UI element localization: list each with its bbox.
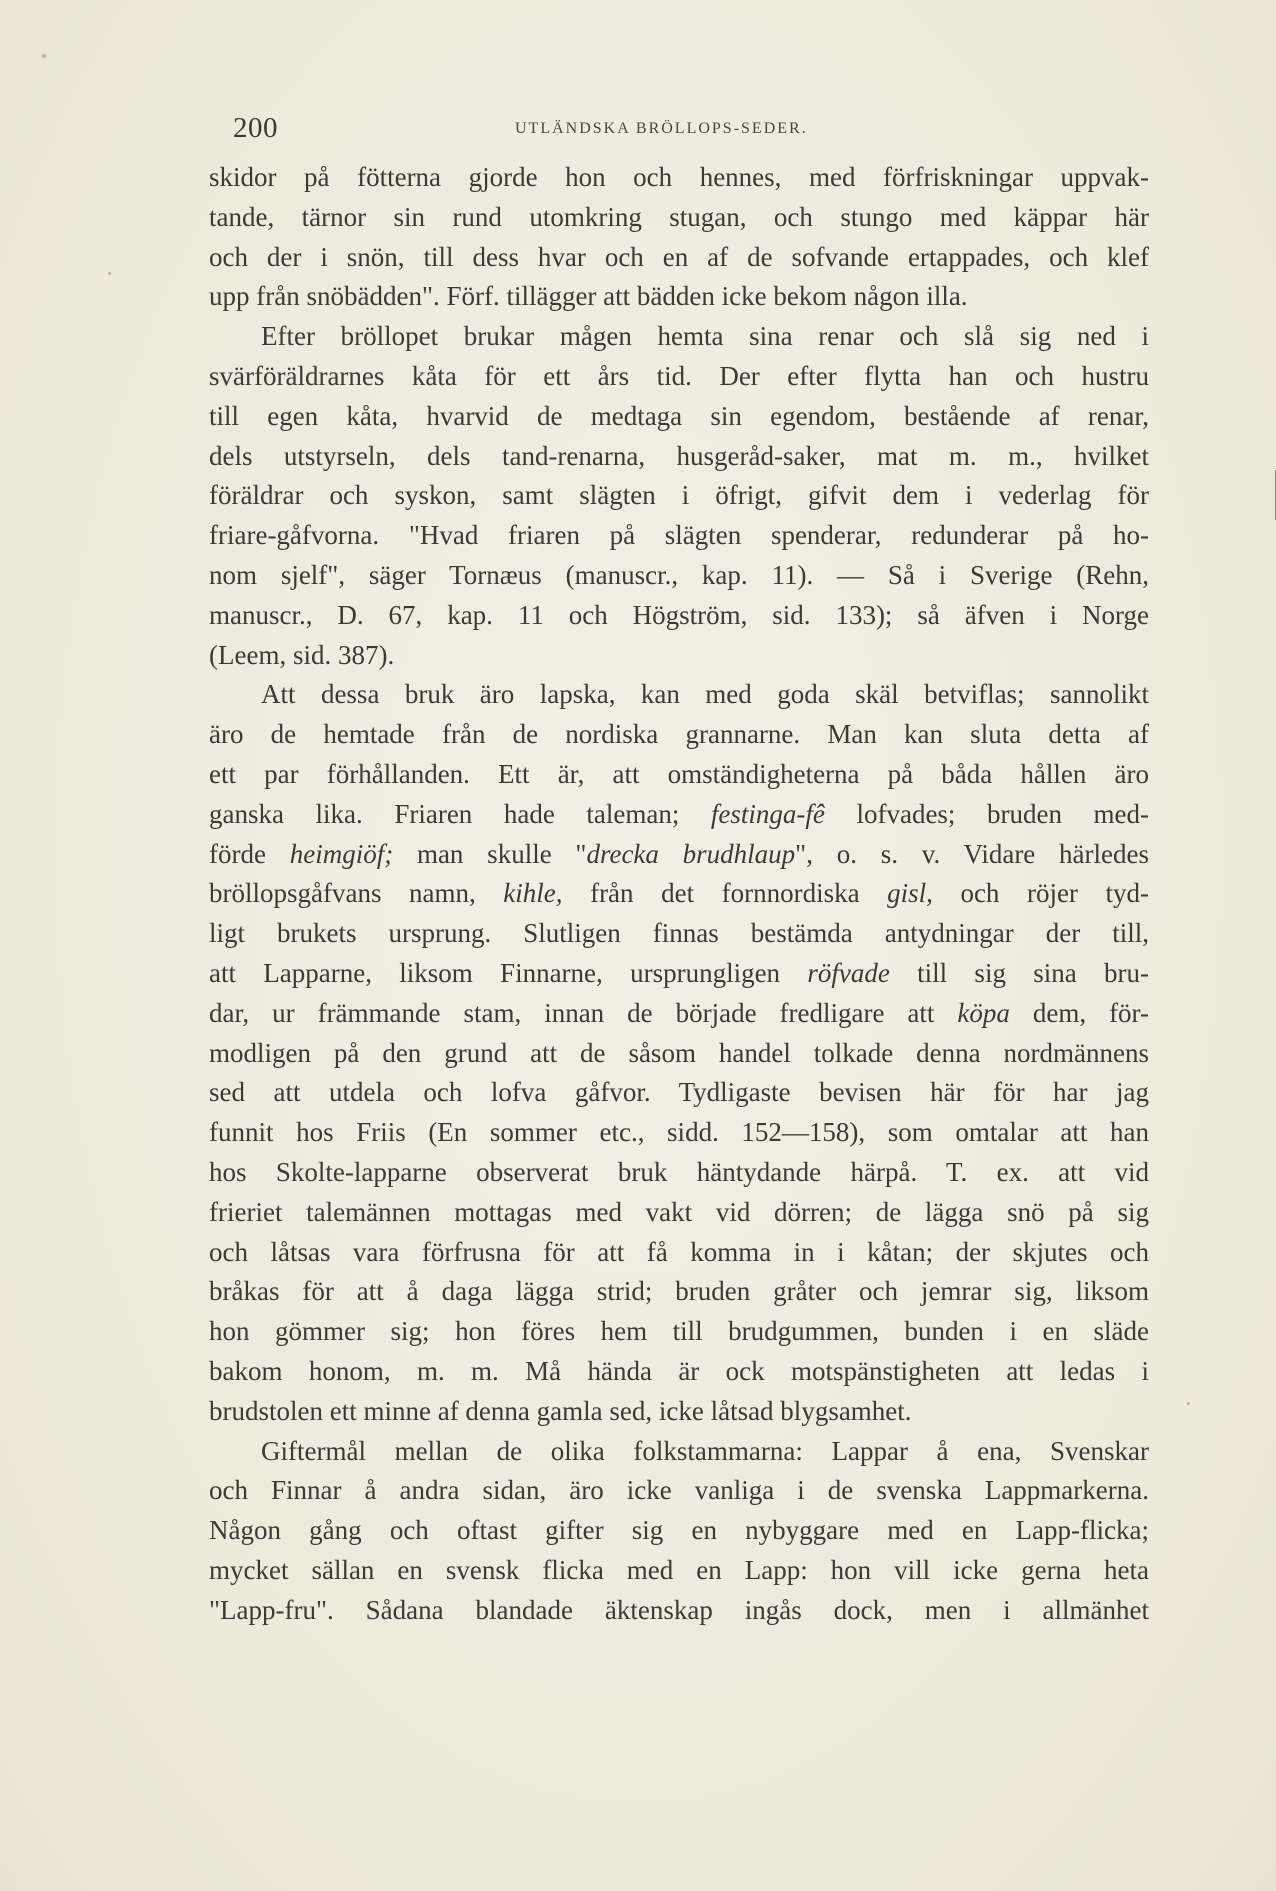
text-line: [209, 1591, 1149, 1631]
text-run: tande, tärnor sin rund utomkring stugan, och stungo med käppar här: [209, 201, 1149, 232]
text-run: från det fornnordiska: [562, 878, 888, 909]
text-line: [209, 238, 1149, 278]
text-run: (Leem, sid. 387).: [209, 639, 395, 670]
text-line: [209, 835, 1149, 875]
text-line: [209, 954, 1149, 994]
text-run: äro de hemtade från de nordiska grannarne. Man kan sluta detta af: [209, 719, 1149, 750]
text-run: Att dessa bruk äro lapska, kan med goda skäl betviflas; sannolikt: [261, 679, 1149, 710]
paper-speck: [42, 54, 46, 58]
text-line: [209, 1392, 1149, 1432]
text-run: till sig sina bru-: [889, 957, 1150, 988]
text-run: bakom honom, m. m. Må hända är ock motspänstigheten att ledas i: [209, 1355, 1149, 1386]
text-line: [209, 437, 1149, 477]
text-line: [209, 1073, 1149, 1113]
text-line: [209, 1352, 1149, 1392]
italic-term: röfvade: [807, 957, 890, 988]
text-run: skidor på fötterna gjorde hon och hennes, med förfriskningar uppvak-: [209, 162, 1149, 192]
text-run: frieriet talemännen mottagas med vakt vid dörren; de lägga snö på sig: [209, 1196, 1149, 1227]
paper-speck: [108, 272, 111, 275]
text-run: dem, för-: [1009, 997, 1149, 1028]
text-run: och Finnar å andra sidan, äro icke vanliga i de svenska Lappmarkerna.: [209, 1475, 1149, 1506]
text-line: [209, 277, 1149, 317]
text-line: [209, 516, 1149, 556]
text-run: ", o. s. v. Vidare härledes: [795, 838, 1149, 869]
text-run: ett par förhållanden. Ett är, att omständigheterna på båda hållen äro: [209, 758, 1149, 789]
text-run: brudstolen ett minne af denna gamla sed, icke låtsad blygsamhet.: [209, 1395, 912, 1426]
text-run: dels utstyrseln, dels tand-renarna, husgeråd-saker, mat m. m., hvilket: [209, 440, 1149, 471]
text-run: modligen på den grund att de såsom handel tolkade denna nordmännens: [209, 1037, 1149, 1068]
text-line: [209, 556, 1149, 596]
italic-term: kihle,: [503, 878, 563, 909]
text-line: [209, 755, 1149, 795]
page-header: [233, 112, 1085, 152]
text-line: [209, 1233, 1149, 1273]
text-run: upp från snöbädden". Förf. tillägger att bädden icke bekom någon illa.: [209, 281, 968, 312]
text-run: till egen kåta, hvarvid de medtaga sin egendom, bestående af renar,: [209, 400, 1149, 431]
text-run: och låtsas vara förfrusna för att få komma in i kåtan; der skjutes och: [209, 1236, 1149, 1267]
text-run: Giftermål mellan de olika folkstammarna: Lappar å ena, Svenskar: [261, 1435, 1149, 1466]
text-line: [209, 1193, 1149, 1233]
text-line: [209, 675, 1149, 715]
text-line: [209, 158, 1149, 198]
text-line: [209, 795, 1149, 835]
text-line: [209, 317, 1149, 357]
italic-term: köpa: [957, 997, 1010, 1028]
body-text: [209, 158, 1149, 1630]
text-run: sed att utdela och lofva gåfvor. Tydligaste bevisen här för har jag: [209, 1077, 1149, 1108]
text-run: man skulle ": [393, 838, 587, 869]
text-run: friare-gåfvorna. "Hvad friaren på slägten spenderar, redunderar på ho-: [209, 520, 1149, 551]
italic-term: festinga-fê: [710, 798, 825, 829]
italic-term: drecka brudhlaup: [586, 838, 796, 869]
page-number: 200: [233, 112, 278, 144]
text-run: svärföräldrarnes kåta för ett års tid. Der efter flytta han och hustru: [209, 360, 1149, 391]
text-run: ligt brukets ursprung. Slutligen finnas bestämda antydningar der till,: [209, 918, 1149, 949]
text-run: Någon gång och oftast gifter sig en nybyggare med en Lapp-flicka;: [209, 1515, 1149, 1546]
paper-speck: [1187, 1402, 1190, 1405]
text-line: [209, 397, 1149, 437]
text-run: "Lapp-fru". Sådana blandade äktenskap ingås dock, men i allmänhet: [209, 1594, 1149, 1625]
text-run: manuscr., D. 67, kap. 11 och Högström, sid. 133); så äfven i Norge: [209, 599, 1149, 630]
text-line: [209, 874, 1149, 914]
text-run: Efter bröllopet brukar mågen hemta sina renar och slå sig ned i: [261, 321, 1149, 352]
text-run: bröllopsgåfvans namn,: [209, 878, 504, 909]
text-run: hon gömmer sig; hon föres hem till brudgummen, bunden i en släde: [209, 1316, 1149, 1347]
text-line: [209, 1113, 1149, 1153]
text-run: bråkas för att å daga lägga strid; bruden gråter och jemrar sig, liksom: [209, 1276, 1149, 1307]
text-line: [209, 596, 1149, 636]
text-line: [209, 198, 1149, 238]
italic-term: heimgiöf;: [289, 838, 394, 869]
text-line: [209, 1432, 1149, 1472]
text-line: [209, 1551, 1149, 1591]
text-line: [209, 1511, 1149, 1551]
text-run: hos Skolte-lapparne observerat bruk häntydande härpå. T. ex. att vid: [209, 1156, 1149, 1187]
text-run: föräldrar och syskon, samt slägten i öfrigt, gifvit dem i vederlag för: [209, 480, 1149, 511]
italic-term: gisl,: [887, 878, 933, 909]
text-run: dar, ur främmande stam, innan de började fredligare att: [209, 997, 958, 1028]
text-run: mycket sällan en svensk flicka med en Lapp: hon vill icke gerna heta: [209, 1554, 1149, 1585]
text-line: [209, 1272, 1149, 1312]
text-line: [209, 476, 1149, 516]
text-line: [209, 1312, 1149, 1352]
text-line: [209, 1153, 1149, 1193]
text-line: [209, 994, 1149, 1034]
running-head: UTLÄNDSKA BRÖLLOPS-SEDER.: [515, 120, 808, 137]
text-run: funnit hos Friis (En sommer etc., sidd. 152—158), som omtalar att han: [209, 1117, 1149, 1148]
text-run: och röjer tyd-: [932, 878, 1149, 909]
text-run: att Lapparne, liksom Finnarne, ursprungligen: [209, 957, 808, 988]
text-line: [209, 1034, 1149, 1074]
text-run: nom sjelf", säger Tornæus (manuscr., kap. 11). — Så i Sverige (Rehn,: [209, 559, 1149, 590]
text-line: [209, 914, 1149, 954]
text-run: förde: [209, 838, 290, 869]
text-line: [209, 636, 1149, 676]
text-run: och der i snön, till dess hvar och en af de sofvande ertappades, och klef: [209, 241, 1149, 272]
text-line: [209, 715, 1149, 755]
text-line: [209, 357, 1149, 397]
text-run: ganska lika. Friaren hade taleman;: [209, 798, 711, 829]
text-line: [209, 1471, 1149, 1511]
text-run: lofvades; bruden med-: [824, 798, 1150, 829]
